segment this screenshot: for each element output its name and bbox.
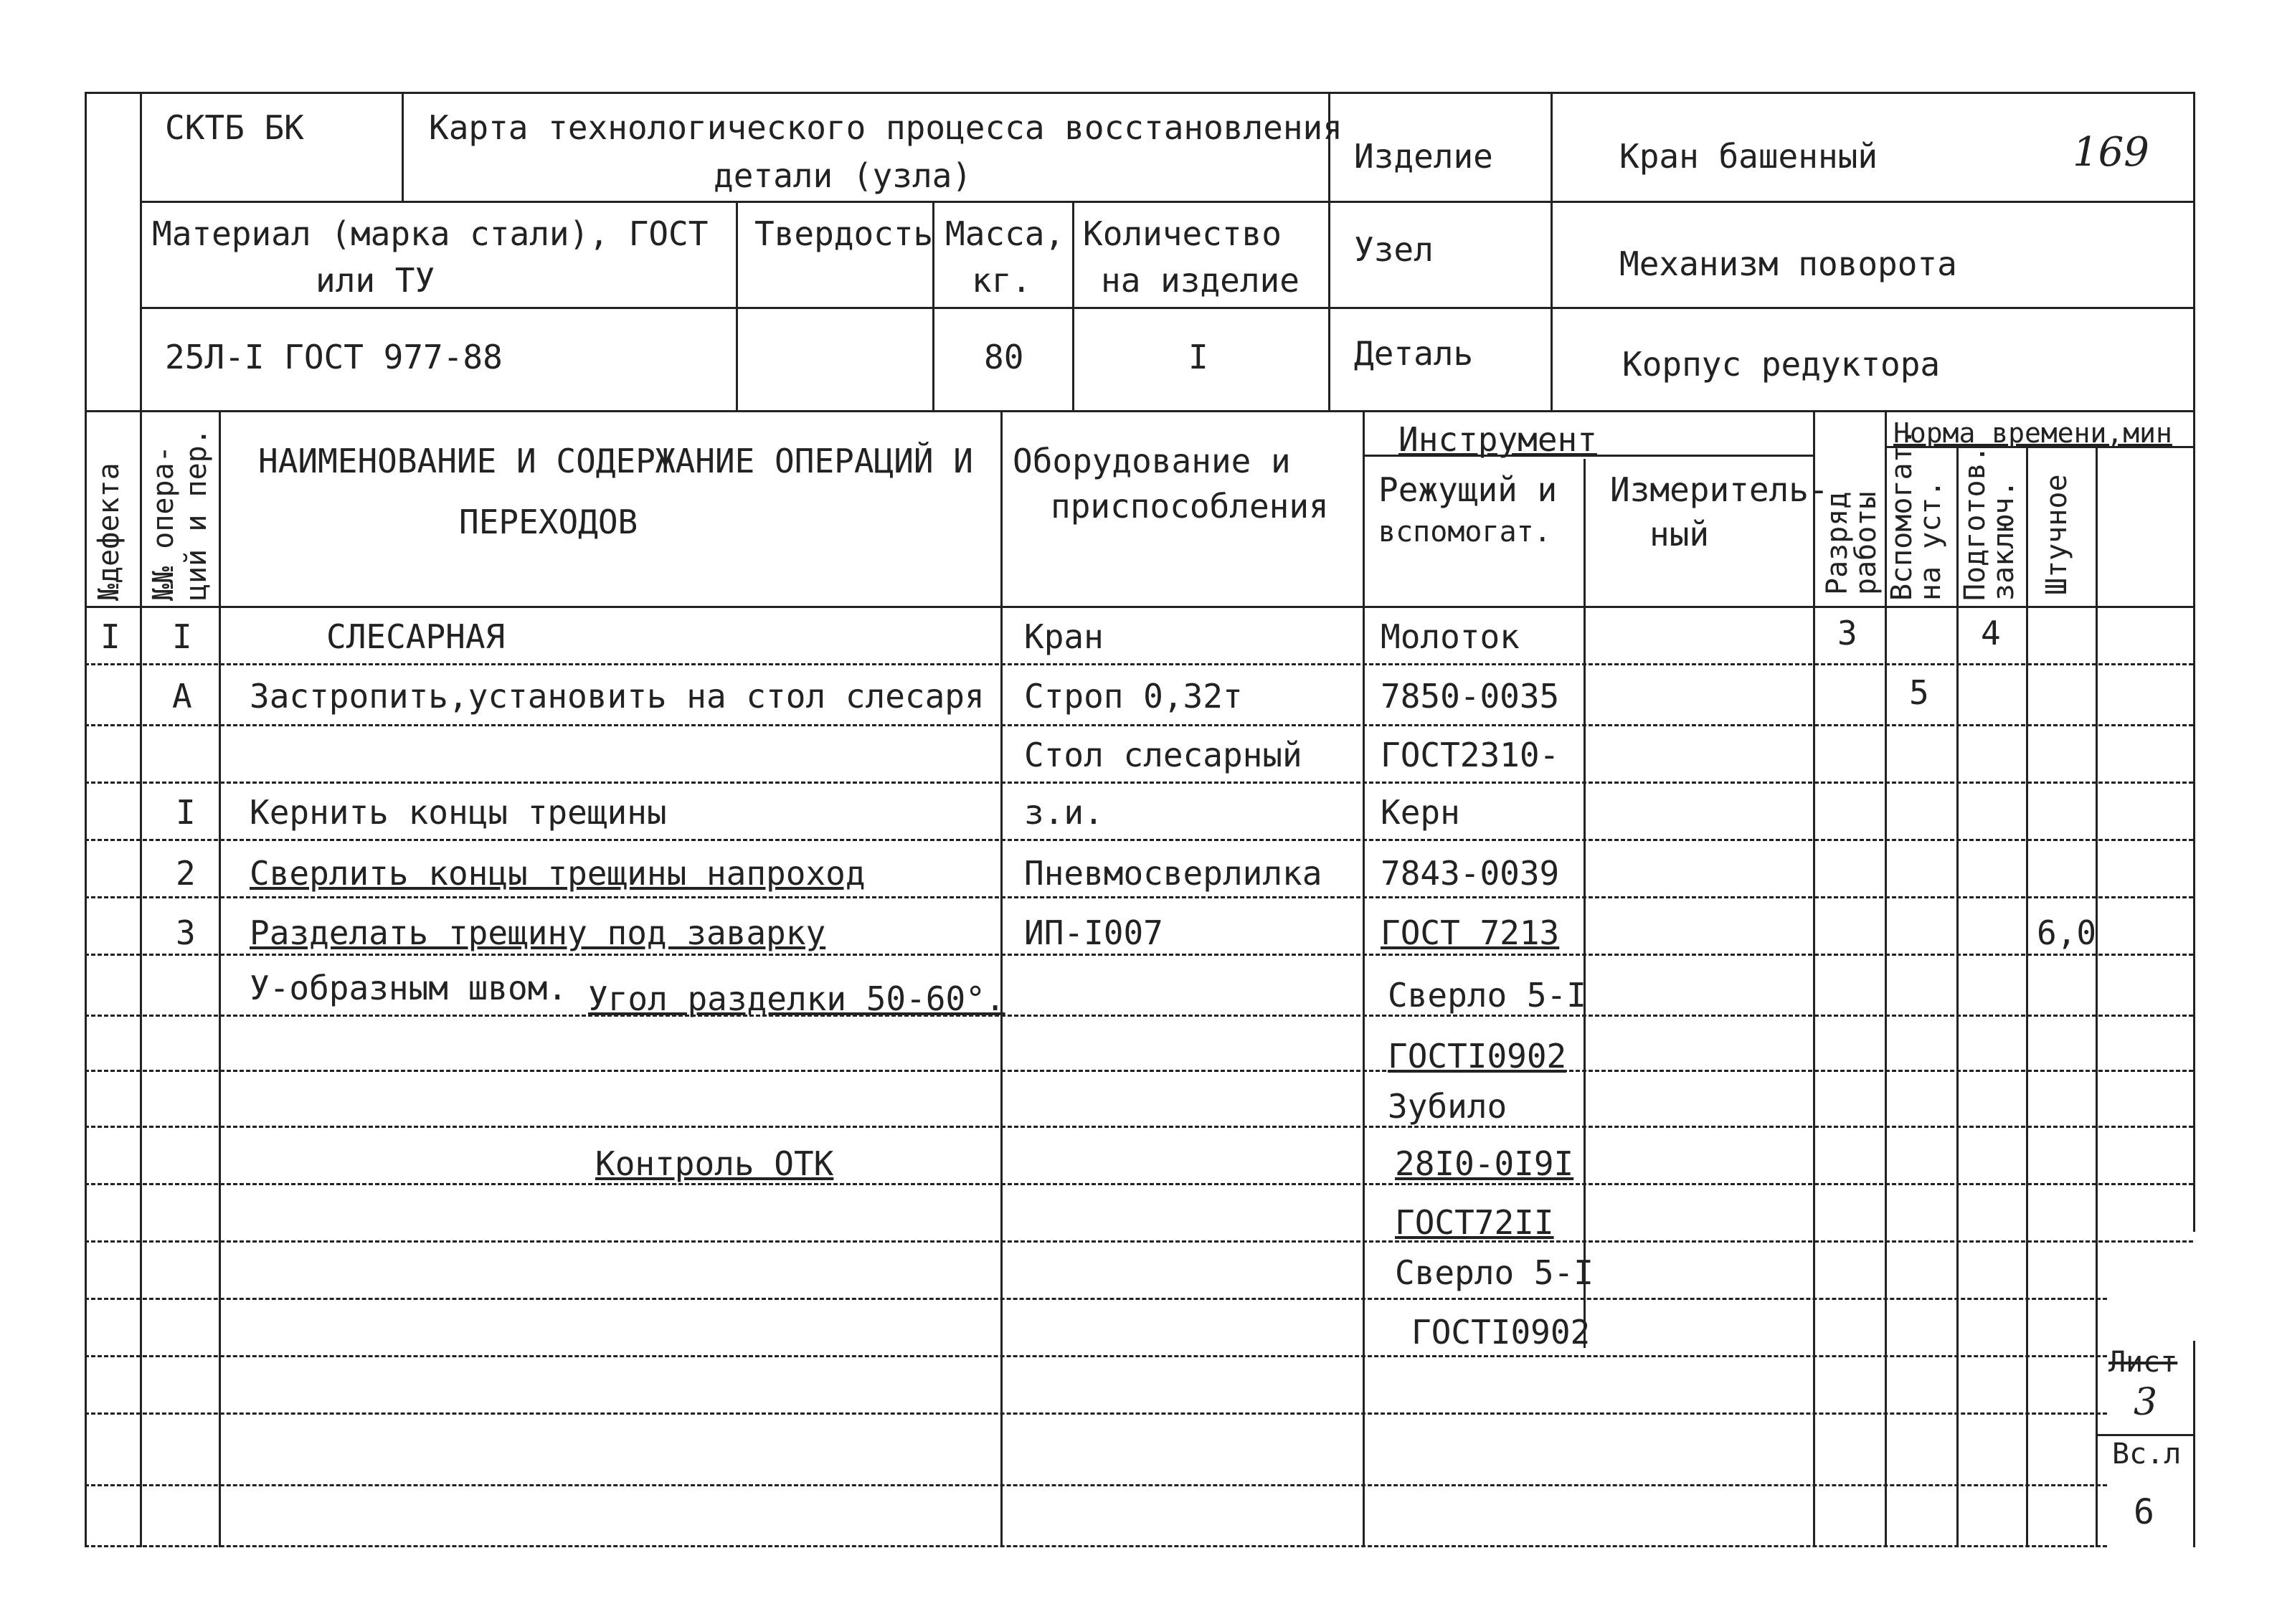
row-piece: 6,0	[2037, 913, 2097, 952]
row-line	[85, 1484, 2107, 1486]
row-text: СЛЕСАРНАЯ	[326, 617, 506, 656]
sheet-label: Лист	[2108, 1346, 2178, 1379]
col-line-meas	[1584, 459, 1586, 1348]
unit-value: Механизм поворота	[1619, 244, 1957, 283]
grade-header-line2: работы	[1850, 491, 1883, 595]
border-top	[85, 92, 2193, 94]
row-line	[85, 1298, 2107, 1300]
mass-label-line2: кг.	[972, 261, 1032, 300]
tool-cutting-header-line1: Режущий и	[1378, 470, 1558, 509]
part-label: Деталь	[1354, 334, 1474, 373]
row-line	[85, 1545, 2107, 1547]
row-tool: Керн	[1381, 793, 1460, 832]
qty-label-line2: на изделие	[1101, 261, 1300, 300]
header-vline-title	[402, 92, 404, 201]
border-left	[85, 92, 87, 1547]
material-label-line2: или ТУ	[316, 261, 435, 300]
row-text: Застропить,установить на стол слесаря	[250, 677, 985, 716]
row-tool: ГОСТ 7213	[1381, 913, 1560, 952]
row-tool: Молоток	[1381, 617, 1520, 656]
row-line	[85, 1015, 2193, 1017]
row-aux: 5	[1909, 673, 1929, 712]
border-right	[2193, 92, 2195, 1232]
row-text: Разделать трещину под заварку	[250, 913, 826, 952]
row-prep: 4	[1981, 614, 2001, 652]
row-text: Сверлить концы трещины напроход	[250, 854, 866, 893]
card-title-line2: детали (узла)	[714, 156, 972, 195]
row-line	[85, 954, 2193, 956]
part-value: Корпус редуктора	[1622, 345, 1941, 384]
row-tool: ГОСТ2310-	[1381, 736, 1560, 774]
row-tool: ГОСТI0902	[1411, 1313, 1591, 1352]
row-grade: 3	[1837, 614, 1857, 652]
table-header-bottom	[85, 606, 2193, 608]
row-op: 2	[176, 854, 196, 893]
equipment-header-line1: Оборудование и	[1013, 442, 1291, 480]
total-value: 6	[2134, 1492, 2154, 1532]
operations-header-line2: ПЕРЕХОДОВ	[459, 503, 638, 541]
row-equip: Пневмосверлилка	[1024, 854, 1322, 893]
prep-header-line1: Подготов.	[1959, 445, 1992, 601]
row-tool: 7850-0035	[1381, 677, 1560, 716]
row-tool: ГОСТ72II	[1395, 1203, 1554, 1242]
col-line-tool	[1363, 410, 1365, 1547]
row-tool: ГОСТI0902	[1388, 1037, 1567, 1075]
row-op: А	[172, 677, 192, 716]
header-divider-1	[140, 201, 2193, 203]
row-text: Кернить концы трещины	[250, 793, 667, 832]
col-line-grade	[1813, 410, 1815, 1547]
col-line-extra	[2096, 445, 2098, 1547]
row-text: У-образным швом.	[250, 969, 568, 1007]
header-vline-hardness	[736, 201, 738, 410]
tool-cutting-header-line2: вспомогат.	[1378, 516, 1551, 549]
qty-value: I	[1188, 338, 1208, 376]
sheet-box-right	[2193, 1341, 2195, 1547]
row-line	[85, 896, 2193, 898]
row-line	[85, 1070, 2193, 1072]
product-label: Изделие	[1354, 137, 1493, 176]
card-title-line1: Карта технологического процесса восстановления	[429, 108, 1343, 147]
unit-label: Узел	[1354, 230, 1434, 269]
qty-label-line1: Количество	[1083, 214, 1282, 253]
piece-header: Штучное	[2040, 474, 2073, 595]
header-divider-3	[85, 410, 2193, 412]
header-vline-qty	[1072, 201, 1074, 410]
row-text-2: Угол разделки 50-60°.	[588, 979, 1005, 1018]
tool-measuring-header-line2: ный	[1649, 515, 1710, 554]
row-equip: Кран	[1024, 617, 1104, 656]
defect-no-header: №дефекта	[93, 462, 126, 601]
sheet-divider	[2096, 1434, 2193, 1436]
row-line	[85, 782, 2193, 784]
material-value: 25Л-I ГОСТ 977-88	[165, 338, 503, 376]
row-defect: I	[100, 617, 120, 656]
row-tool: 7843-0039	[1381, 854, 1560, 893]
col-line-op	[140, 410, 142, 1547]
row-equip: Строп 0,32т	[1024, 677, 1243, 716]
row-line	[85, 663, 2193, 665]
row-line	[85, 839, 2193, 841]
row-tool: Сверло 5-I	[1395, 1253, 1594, 1292]
tool-group-header: Инструмент	[1398, 420, 1597, 459]
header-divider-2	[140, 307, 2193, 309]
row-line	[85, 1355, 2107, 1357]
prep-header-line2: заключ.	[1987, 480, 2020, 601]
aux-header-line1: Вспомогат.	[1885, 428, 1918, 601]
hardness-label: Твердость	[754, 214, 934, 253]
op-no-header-line1: №№ опера-	[147, 445, 180, 601]
sheet-value: 3	[2134, 1381, 2158, 1424]
row-line	[85, 1126, 2193, 1128]
mass-value: 80	[984, 338, 1024, 376]
page-stamp: 169	[2073, 129, 2149, 176]
grade-header-line1: Разряд	[1821, 491, 1854, 595]
total-label: Вс.л	[2112, 1438, 2182, 1471]
row-line	[85, 1240, 2193, 1243]
time-group-header: Норма времени,мин	[1893, 417, 2172, 449]
col-line-prep	[1956, 445, 1959, 1547]
aux-header-line2: на уст.	[1914, 480, 1947, 601]
col-line-text	[219, 410, 221, 1547]
row-line	[85, 1412, 2107, 1415]
row-line	[85, 724, 2193, 726]
col-line-piece	[2026, 445, 2028, 1547]
row-equip: з.и.	[1024, 793, 1104, 832]
row-op: 3	[176, 913, 196, 952]
equipment-header-line2: приспособления	[1051, 487, 1329, 526]
row-tool: Сверло 5-I	[1388, 976, 1586, 1015]
row-op: I	[172, 617, 192, 656]
row-text: Контроль ОТК	[595, 1144, 834, 1183]
row-op: I	[176, 793, 196, 832]
operations-header-line1: НАИМЕНОВАНИЕ И СОДЕРЖАНИЕ ОПЕРАЦИЙ И	[258, 442, 973, 480]
header-vline-org	[140, 92, 142, 410]
org-name: СКТБ БК	[165, 108, 304, 147]
row-equip: ИП-I007	[1024, 913, 1163, 952]
mass-label-line1: Масса,	[945, 214, 1065, 253]
row-tool: 28I0-0I9I	[1395, 1144, 1574, 1183]
op-no-header-line2: ций и пер.	[180, 428, 213, 601]
header-vline-values	[1551, 92, 1553, 410]
product-value: Кран башенный	[1619, 137, 1878, 176]
tool-measuring-header-line1: Измеритель-	[1610, 470, 1829, 509]
row-line	[85, 1183, 2193, 1185]
material-label-line1: Материал (марка стали), ГОСТ	[152, 214, 709, 253]
row-tool: Зубило	[1388, 1087, 1507, 1126]
col-line-equip	[1000, 410, 1003, 1547]
row-equip: Стол слесарный	[1024, 736, 1302, 774]
